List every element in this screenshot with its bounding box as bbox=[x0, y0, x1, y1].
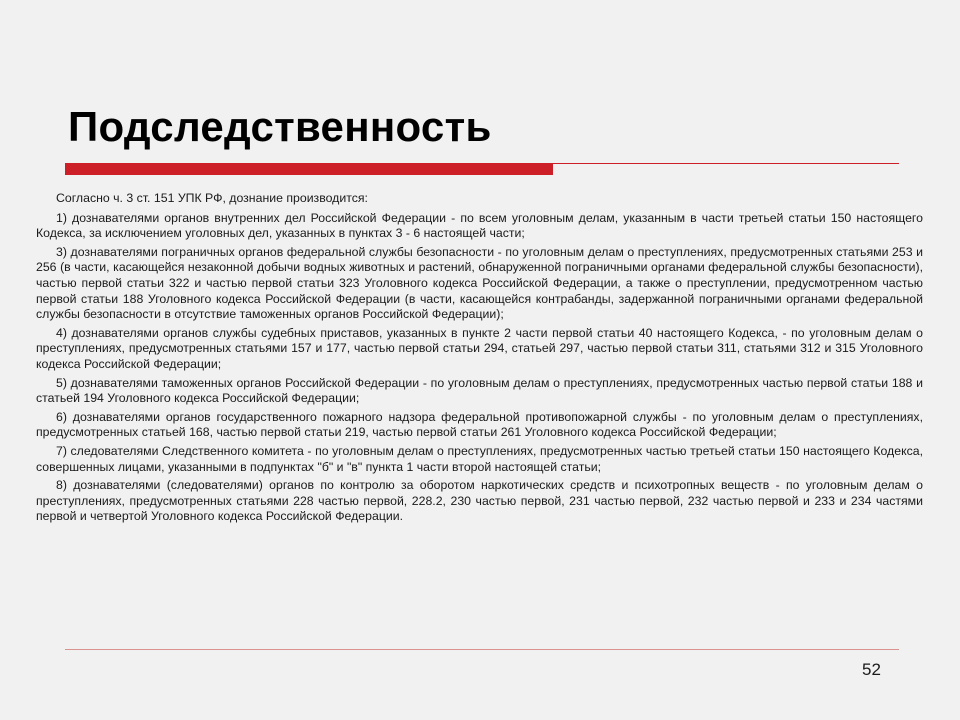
title-underline-thick bbox=[65, 163, 553, 175]
slide-title: Подследственность bbox=[68, 103, 492, 150]
list-item: 1) дознавателями органов внутренних дел Российской Федерации - по всем уголовным делам, указанным в части третьей статьи 150 настоящего Кодекса, за исключением уголовных дел, указанных в пунктах 3 - 6 настоящей части; bbox=[36, 210, 923, 241]
list-item: 5) дознавателями таможенных органов Российской Федерации - по уголовным делам о преступлениях, предусмотренных частью первой статьи 188 и статьей 194 Уголовного кодекса Российской Федерации; bbox=[36, 375, 923, 406]
page-number: 52 bbox=[862, 660, 881, 679]
list-item: 4) дознавателями органов службы судебных приставов, указанных в пункте 2 части первой статьи 40 настоящего Кодекса, - по уголовным делам о преступлениях, предусмотренных статьями 157 и 177, частью первой статьи 294, статьей 297, частью первой статьи 311, статьями 312 и 315 Уголовного кодекса Российской Федерации; bbox=[36, 325, 923, 371]
intro-paragraph: Согласно ч. 3 ст. 151 УПК РФ, дознание производится: bbox=[56, 191, 368, 205]
list-item: 6) дознавателями органов государственного пожарного надзора федеральной противопожарной службы - по уголовным делам о преступлениях, предусмотренных статьей 168, частью первой статьи 219, частью первой статьи 261 Уголовного кодекса Российской Федерации; bbox=[36, 409, 923, 440]
footer-divider bbox=[65, 649, 899, 650]
list-item: 3) дознавателями пограничных органов федеральной службы безопасности - по уголовным делам о преступлениях, предусмотренных статьями 253 и 256 (в части, касающейся незаконной добычи водных животных и растений, обнаруженной пограничными органами федеральной службы безопасности), частью первой статьи 322 и частью первой статьи 323 Уголовного кодекса Российской Федерации, а также о преступлении, предусмотренном частью первой статьи 188 Уголовного кодекса Российской Федерации (в части, касающейся контрабанды, задержанной пограничными органами федеральной службы безопасности в отсутствие таможенных органов Российской Федерации); bbox=[36, 244, 923, 322]
title-underline-thin bbox=[553, 163, 899, 164]
list-item: 8) дознавателями (следователями) органов по контролю за оборотом наркотических средств и психотропных веществ - по уголовным делам о преступлениях, предусмотренных статьями 228 частью первой, 228.2, 230 частью первой, 231 частью первой, 232 частью первой и 233 и 234 частями первой и четвертой Уголовного кодекса Российской Федерации. bbox=[36, 478, 923, 524]
list-item: 7) следователями Следственного комитета - по уголовным делам о преступлениях, предусмотренных частью третьей статьи 150 настоящего Кодекса, совершенных лицами, указанными в подпунктах "б" и "в" пункта 1 части второй настоящей статьи; bbox=[36, 443, 923, 474]
slide-body bbox=[36, 191, 923, 528]
